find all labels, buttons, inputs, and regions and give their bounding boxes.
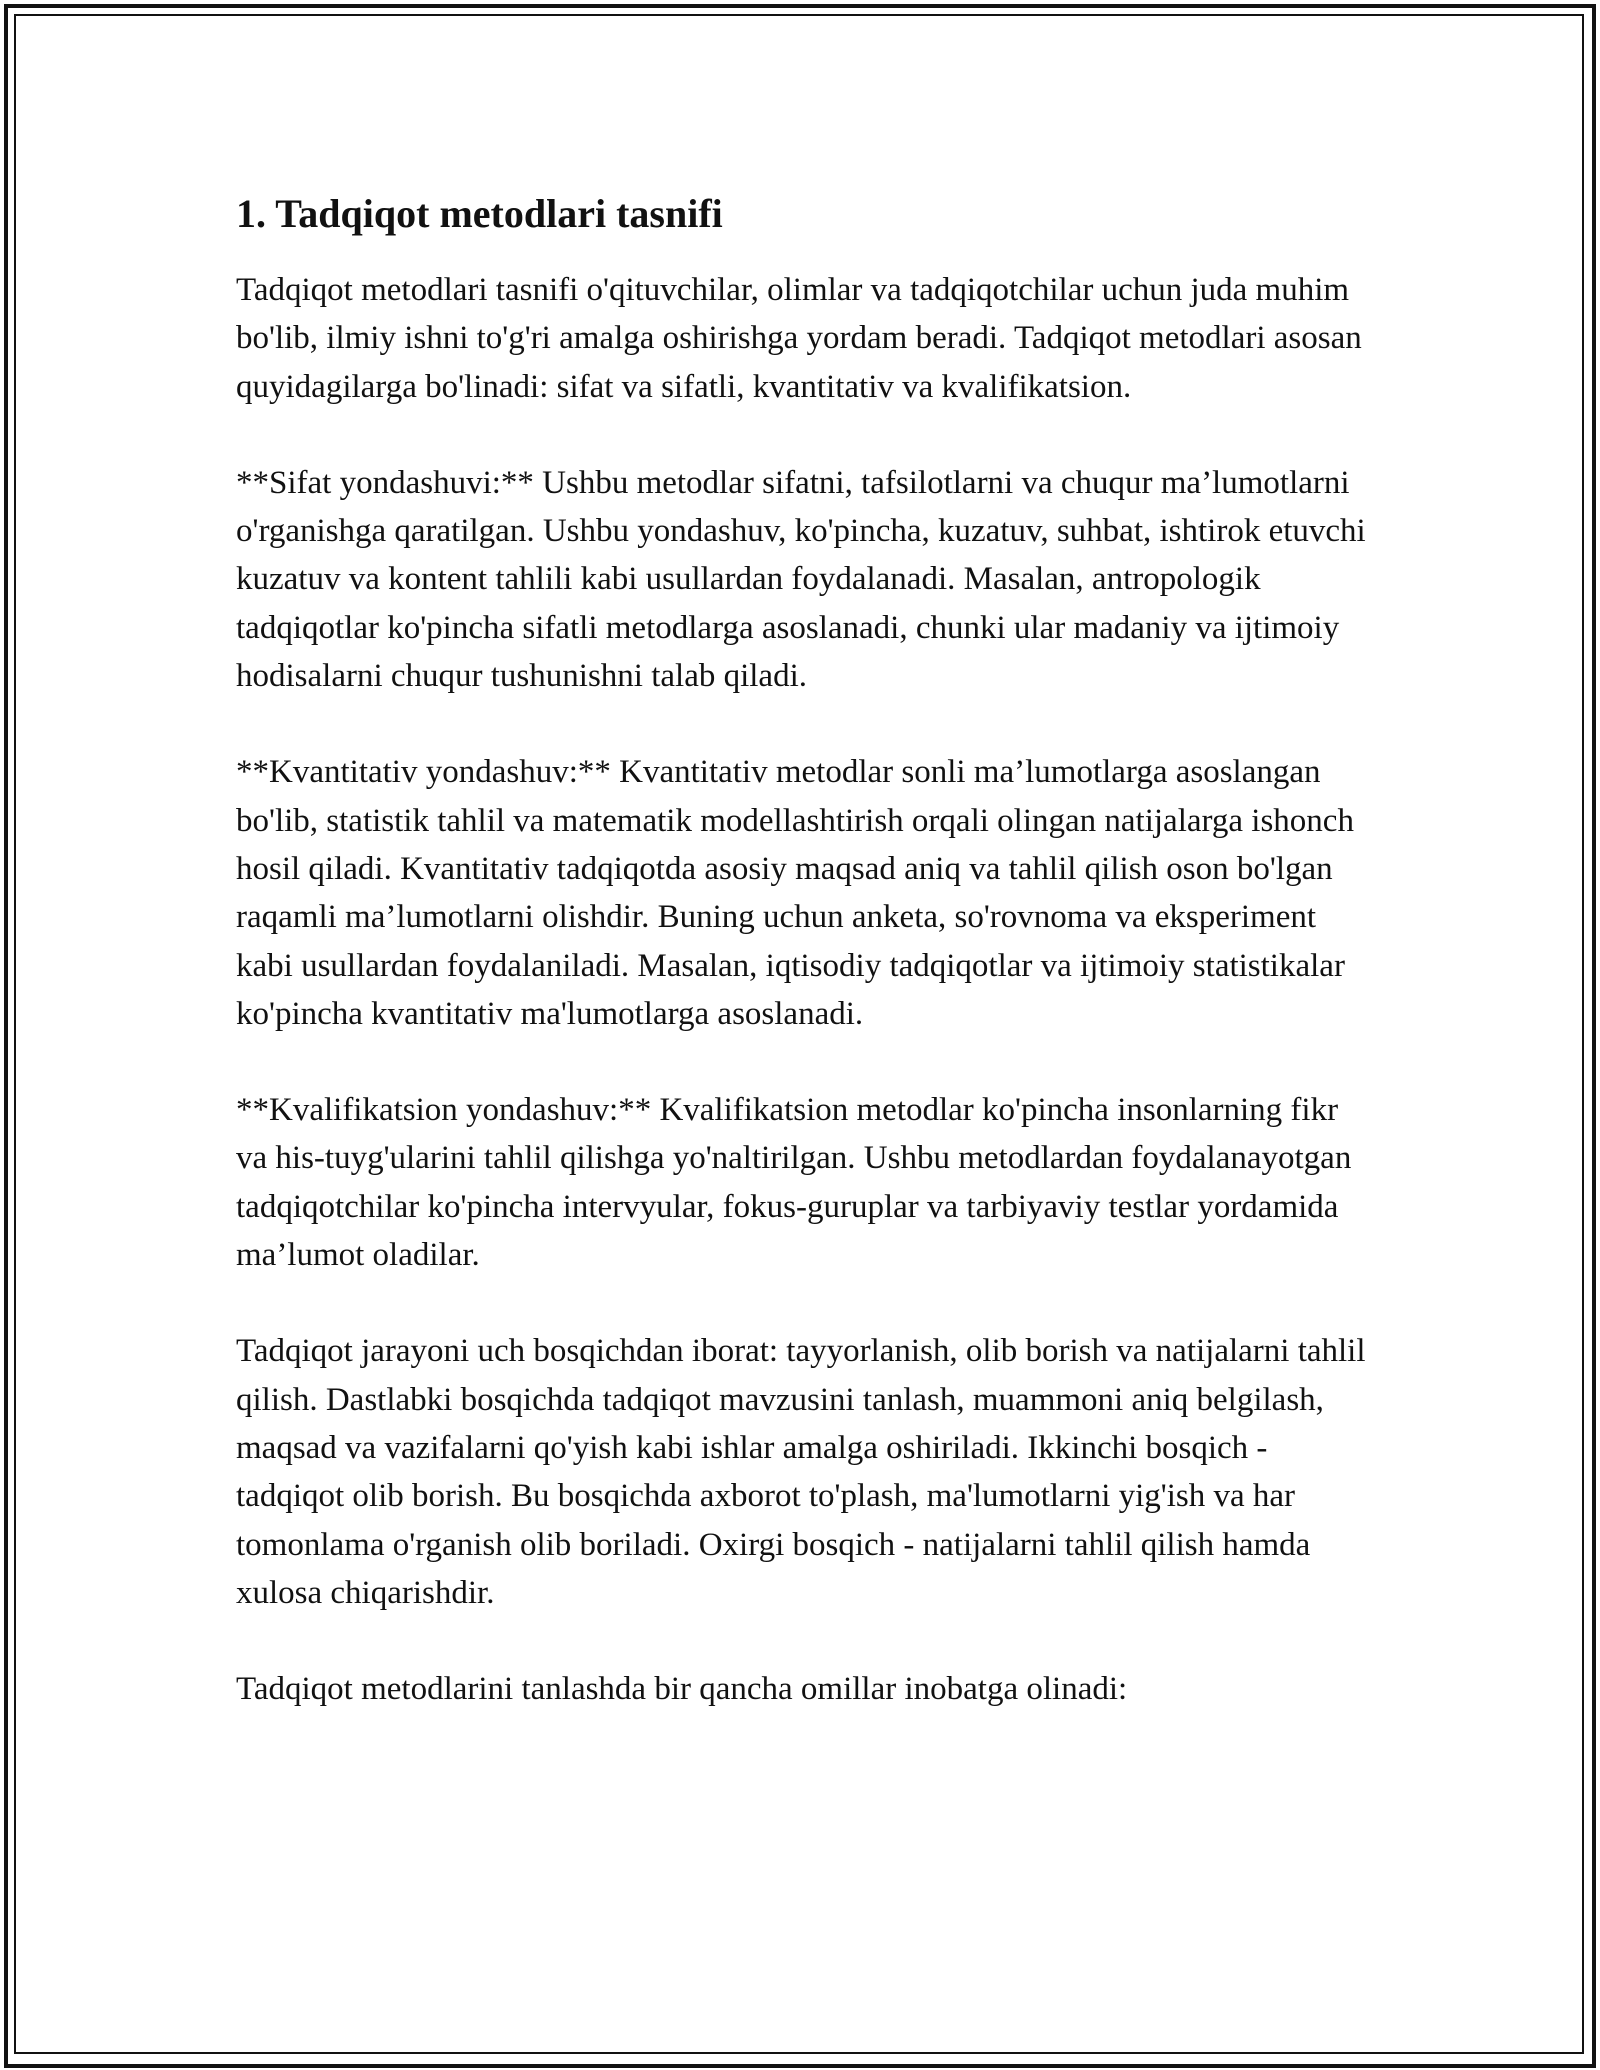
document-body (236, 188, 1376, 1713)
paragraph-intro: Tadqiqot metodlari tasnifi o'qituvchilar, olimlar va tadqiqotchilar uchun juda muhim bo'lib, ilmiy ishni to'g'ri amalga oshirishga yordam beradi. Tadqiqot metodlari asosan quyidagilarga bo'linadi: sifat va sifatli, kvantitativ va kvalifikatsion. (236, 272, 1362, 405)
paragraph-sifat-yondashuvi: **Sifat yondashuvi:** Ushbu metodlar sifatni, tafsilotlarni va chuqur ma’lumotlarni o'rganishga qaratilgan. Ushbu yondashuv, ko'pincha, kuzatuv, suhbat, ishtirok etuvchi kuzatuv va kontent tahlili kabi usullardan foydalanadi. Masalan, antropologik tadqiqotlar ko'pincha sifatli metodlarga asoslanadi, chunki ular madaniy va ijtimoiy hodisalarni chuqur tushunishni talab qiladi. (236, 464, 1366, 695)
paragraph-metod-tanlash: Tadqiqot metodlarini tanlashda bir qancha omillar inobatga olinadi: (236, 1671, 1128, 1708)
paragraph-tadqiqot-jarayoni: Tadqiqot jarayoni uch bosqichdan iborat: tayyorlanish, olib borish va natijalarni tahlil qilish. Dastlabki bosqichda tadqiqot mavzusini tanlash, muammoni aniq belgilash, maqsad va vazifalarni qo'yish kabi ishlar amalga oshiriladi. Ikkinchi bosqich - tadqiqot olib borish. Bu bosqichda axborot to'plash, ma'lumotlarni yig'ish va har tomonlama o'rganish olib boriladi. Oxirgi bosqich - natijalarni tahlil qilish hamda xulosa chiqarishdir. (236, 1333, 1366, 1611)
section-heading: 1. Tadqiqot metodlari tasnifi (236, 191, 723, 236)
paragraph-kvantitativ-yondashuv: **Kvantitativ yondashuv:** Kvantitativ metodlar sonli ma’lumotlarga asoslangan bo'lib, statistik tahlil va matematik modellashtirish orqali olingan natijalarga ishonch hosil qiladi. Kvantitativ tadqiqotda asosiy maqsad aniq va tahlil qilish oson bo'lgan raqamli ma’lumotlarni olishdir. Buning uchun anketa, so'rovnoma va eksperiment kabi usullardan foydalaniladi. Masalan, iqtisodiy tadqiqotlar va ijtimoiy statistikalar ko'pincha kvantitativ ma'lumotlarga asoslanadi. (236, 754, 1354, 1032)
paragraph-kvalifikatsion-yondashuv: **Kvalifikatsion yondashuv:** Kvalifikatsion metodlar ko'pincha insonlarning fikr va his-tuyg'ularini tahlil qilishga yo'naltirilgan. Ushbu metodlardan foydalanayotgan tadqiqotchilar ko'pincha intervyular, fokus-guruplar va tarbiyaviy testlar yordamida ma’lumot oladilar. (236, 1092, 1352, 1274)
